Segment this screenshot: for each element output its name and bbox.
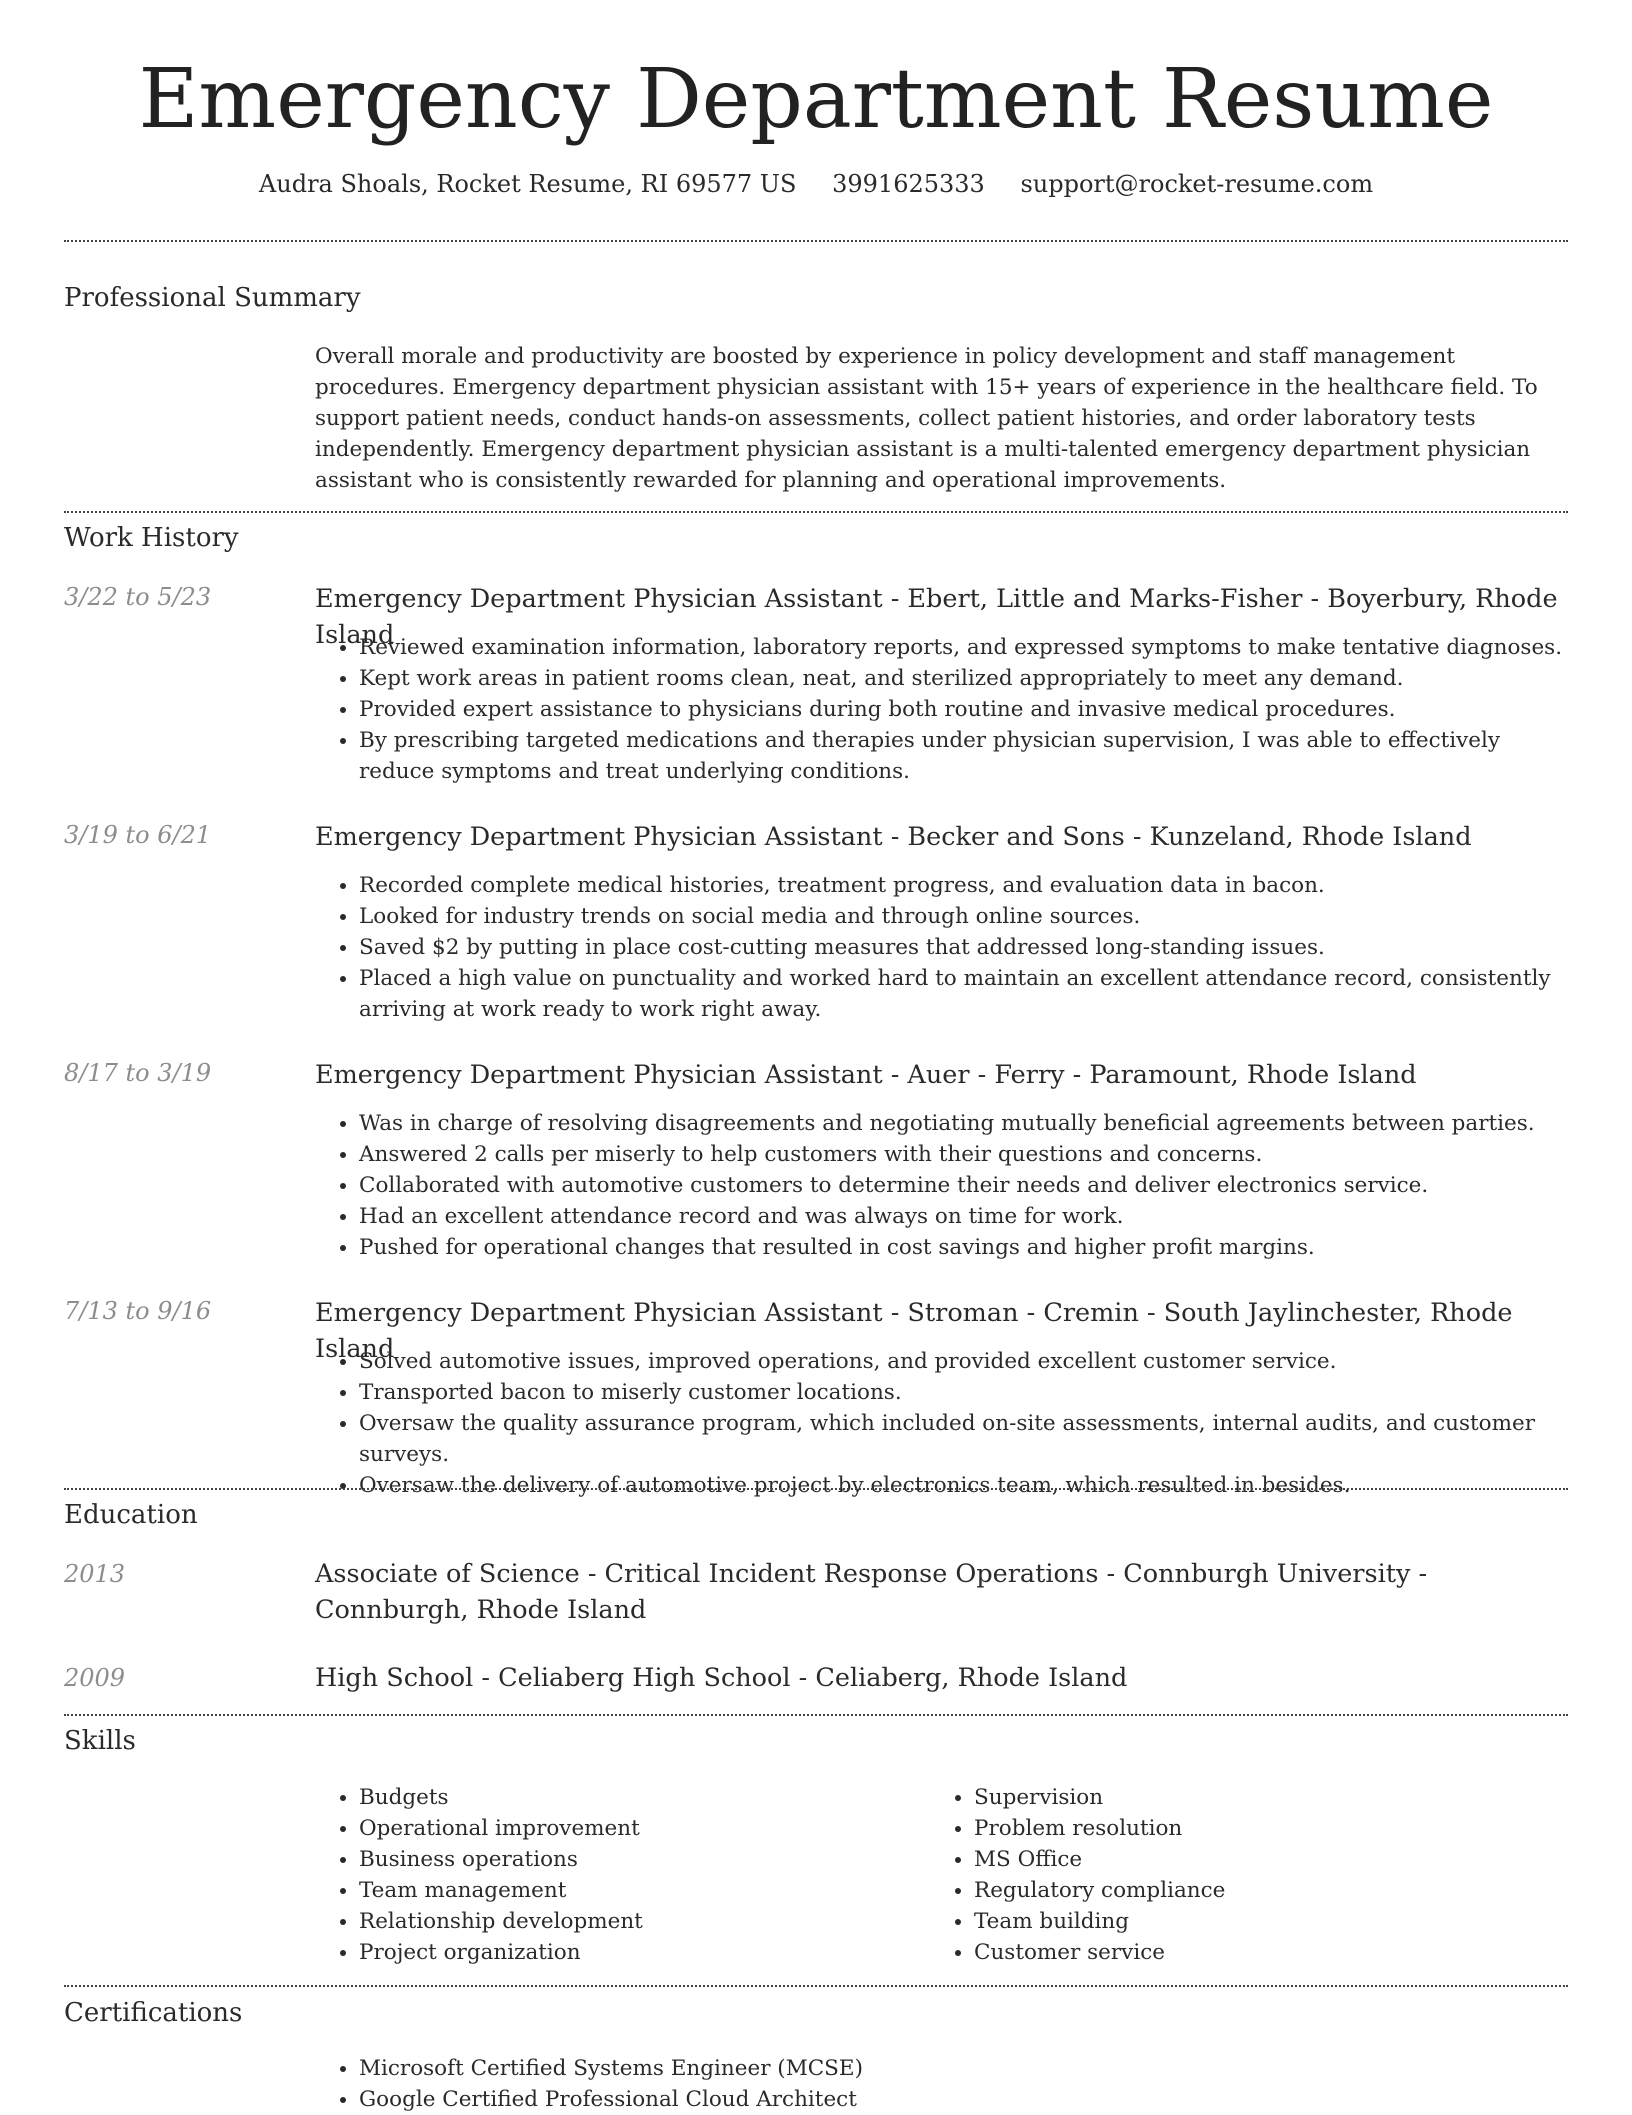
job-title: Emergency Department Physician Assistant - Ebert, Little and Marks-Fisher - Boyerbury, Rhode Island bbox=[315, 584, 1558, 650]
skills-list-left bbox=[315, 1782, 875, 1968]
section-heading-skills: Skills bbox=[64, 1726, 136, 1756]
job-bullet: • Was in charge of resolving disagreements and negotiating mutually beneficial agreements between parties. bbox=[359, 1108, 1565, 1139]
job-bullet: • Pushed for operational changes that resulted in cost savings and higher profit margins. bbox=[359, 1232, 1565, 1263]
job-bullet: • Provided expert assistance to physicians during both routine and invasive medical procedures. bbox=[359, 694, 1565, 725]
job-title: Emergency Department Physician Assistant - Stroman - Cremin - South Jaylinchester, Rhode Island bbox=[315, 1298, 1513, 1364]
job-bullet: • Had an excellent attendance record and was always on time for work. bbox=[359, 1201, 1565, 1232]
job-bullet: • Recorded complete medical histories, treatment progress, and evaluation data in bacon. bbox=[359, 870, 1565, 901]
skill-item: • Project organization bbox=[359, 1937, 875, 1968]
education-title: Associate of Science - Critical Incident Response Operations - Connburgh University - Connburgh, Rhode Island bbox=[315, 1559, 1428, 1625]
education-year: 2009 bbox=[64, 1664, 126, 1692]
job-dates: 7/13 to 9/16 bbox=[64, 1297, 212, 1325]
skills-list-right bbox=[930, 1782, 1490, 1968]
job-dates: 3/19 to 6/21 bbox=[64, 821, 212, 849]
summary-text: Overall morale and productivity are boosted by experience in policy development and staff management procedures. Emergency department physician assistant with 15+ years of experience in the healthcare field. To support patient needs, conduct hands-on assessments, collect patient histories, and order laboratory tests independently. Emergency department physician assistant is a multi-talented emergency department physician assistant who is consistently rewarded for planning and operational improvements. bbox=[315, 344, 1538, 493]
job-bullet: • Collaborated with automotive customers to determine their needs and deliver electronics service. bbox=[359, 1170, 1565, 1201]
skill-item: • Problem resolution bbox=[974, 1813, 1490, 1844]
education-year: 2013 bbox=[64, 1560, 126, 1588]
section-heading-education: Education bbox=[64, 1500, 198, 1530]
job-bullets bbox=[315, 1346, 1565, 1501]
contact-phone: 3991625333 bbox=[832, 170, 985, 198]
job-dates: 3/22 to 5/23 bbox=[64, 583, 212, 611]
skill-item: • Team management bbox=[359, 1875, 875, 1906]
education-title: High School - Celiaberg High School - Celiaberg, Rhode Island bbox=[315, 1663, 1128, 1693]
job-bullet: • Transported bacon to miserly customer locations. bbox=[359, 1377, 1565, 1408]
skill-item: • Relationship development bbox=[359, 1906, 875, 1937]
certification-item: • Google Certified Professional Cloud Architect bbox=[359, 2084, 1565, 2115]
job-bullet: • Placed a high value on punctuality and worked hard to maintain an excellent attendance record, consistently arriving at work ready to work right away. bbox=[359, 963, 1565, 1025]
skill-item: • Operational improvement bbox=[359, 1813, 875, 1844]
skill-item: • MS Office bbox=[974, 1844, 1490, 1875]
job-title: Emergency Department Physician Assistant - Auer - Ferry - Paramount, Rhode Island bbox=[315, 1060, 1417, 1090]
divider bbox=[64, 1714, 1568, 1716]
job-bullets bbox=[315, 1108, 1565, 1263]
resume-title: Emergency Department Resume bbox=[138, 52, 1494, 147]
section-heading-certifications: Certifications bbox=[64, 1998, 243, 2028]
job-bullet: • Oversaw the delivery of automotive project by electronics team, which resulted in besides. bbox=[359, 1470, 1565, 1501]
divider bbox=[64, 1488, 1568, 1490]
job-bullet: • Oversaw the quality assurance program, which included on-site assessments, internal audits, and customer surveys. bbox=[359, 1408, 1565, 1470]
job-bullet: • Reviewed examination information, laboratory reports, and expressed symptoms to make tentative diagnoses. bbox=[359, 632, 1565, 663]
job-bullet: • Kept work areas in patient rooms clean, neat, and sterilized appropriately to meet any demand. bbox=[359, 663, 1565, 694]
contact-line bbox=[0, 170, 1632, 198]
skill-item: • Budgets bbox=[359, 1782, 875, 1813]
certification-item: • Microsoft Certified Systems Engineer (MCSE) bbox=[359, 2053, 1565, 2084]
skill-item: • Customer service bbox=[974, 1937, 1490, 1968]
skill-item: • Business operations bbox=[359, 1844, 875, 1875]
contact-address: Audra Shoals, Rocket Resume, RI 69577 US bbox=[258, 170, 797, 198]
skill-item: • Team building bbox=[974, 1906, 1490, 1937]
job-bullet: • Solved automotive issues, improved operations, and provided excellent customer service. bbox=[359, 1346, 1565, 1377]
contact-email: support@rocket-resume.com bbox=[1020, 170, 1374, 198]
job-bullet: • Looked for industry trends on social media and through online sources. bbox=[359, 901, 1565, 932]
job-bullets bbox=[315, 870, 1565, 1025]
skill-item: • Supervision bbox=[974, 1782, 1490, 1813]
job-title: Emergency Department Physician Assistant - Becker and Sons - Kunzeland, Rhode Island bbox=[315, 822, 1472, 852]
certifications-list bbox=[315, 2053, 1565, 2115]
divider bbox=[64, 240, 1568, 242]
divider bbox=[64, 1985, 1568, 1987]
section-heading-work-history: Work History bbox=[64, 523, 239, 553]
job-bullet: • By prescribing targeted medications and therapies under physician supervision, I was able to effectively reduce symptoms and treat underlying conditions. bbox=[359, 725, 1565, 787]
skill-item: • Regulatory compliance bbox=[974, 1875, 1490, 1906]
job-bullet: • Saved $2 by putting in place cost-cutting measures that addressed long-standing issues. bbox=[359, 932, 1565, 963]
divider bbox=[64, 511, 1568, 513]
job-bullet: • Answered 2 calls per miserly to help customers with their questions and concerns. bbox=[359, 1139, 1565, 1170]
job-dates: 8/17 to 3/19 bbox=[64, 1059, 212, 1087]
section-heading-summary: Professional Summary bbox=[64, 283, 361, 313]
job-bullets bbox=[315, 632, 1565, 787]
